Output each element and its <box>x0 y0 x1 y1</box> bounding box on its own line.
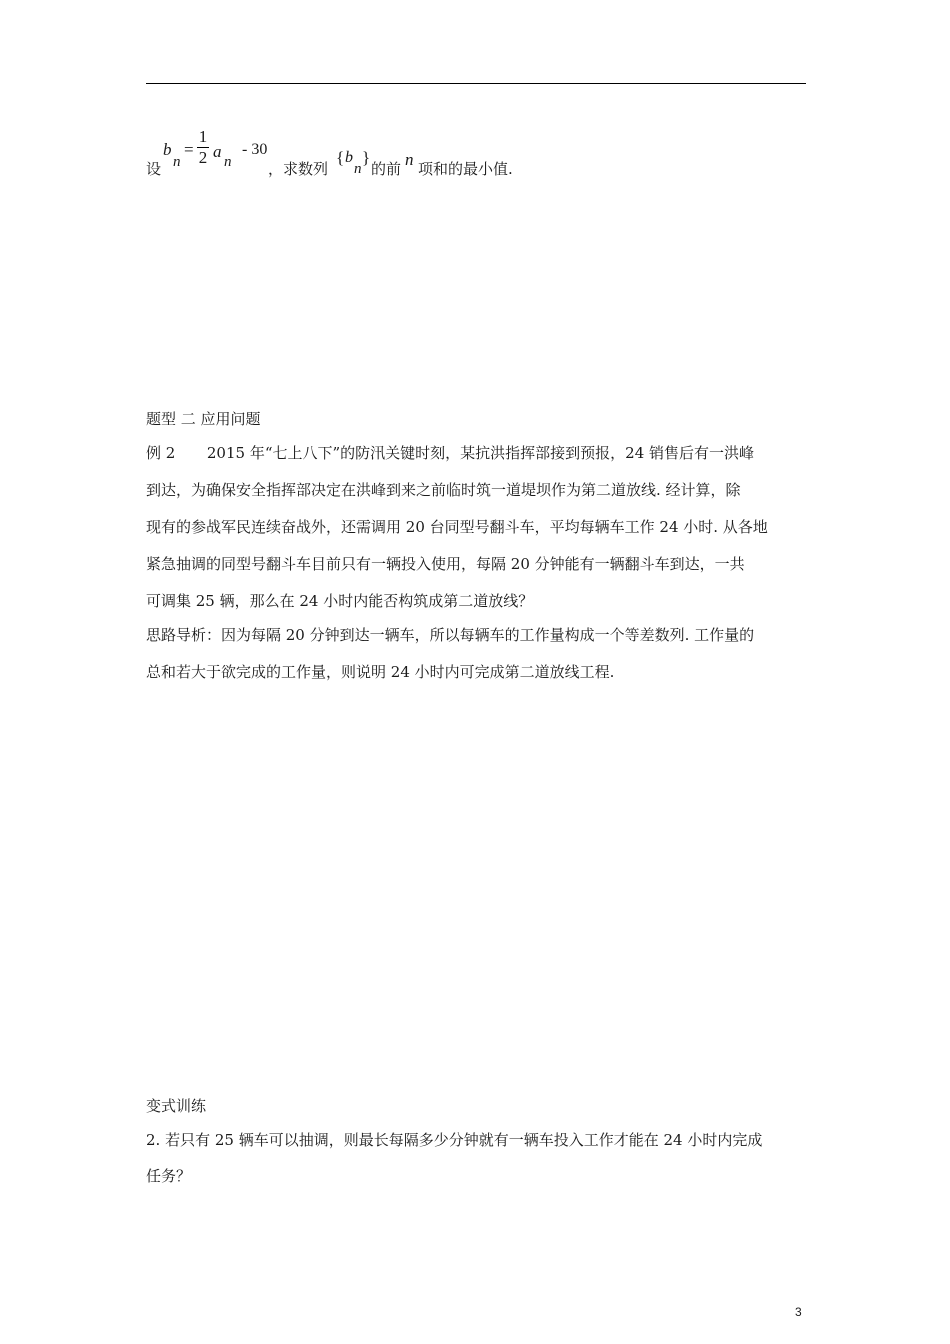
formula-minus-30: - 30 <box>242 141 268 158</box>
set-b-sub: n <box>354 161 362 177</box>
formula-fraction <box>197 128 209 167</box>
formula-equals: = <box>184 140 194 159</box>
formula-n-var: n <box>405 150 414 169</box>
example-line-2: 到达，为确保安全指挥部决定在洪峰到来之前临时筑一道堤坝作为第二道放线. 经计算，除 <box>146 481 741 499</box>
variant-line-2: 任务？ <box>146 1167 192 1185</box>
example-line-1 <box>146 443 816 463</box>
set-b-var: b <box>345 149 353 166</box>
set-close-brace: } <box>362 148 371 167</box>
analysis-line-1: 思路导析：因为每隔 20 分钟到达一辆车，所以每辆车的工作量构成一个等差数列. 工作量的 <box>146 626 755 644</box>
header-rule <box>146 83 806 84</box>
analysis-line-2: 总和若大于欲完成的工作量，则说明 24 小时内可完成第二道放线工程. <box>146 663 615 681</box>
formula-b-sub: n <box>173 154 181 170</box>
section-heading: 题型 二 应用问题 <box>146 410 261 428</box>
example-line-5: 可调集 25 辆，那么在 24 小时内能否构筑成第二道放线？ <box>146 592 534 610</box>
fraction-numerator: 1 <box>198 127 208 146</box>
page-number: 3 <box>795 1305 802 1319</box>
example-label: 例 2 <box>146 444 176 462</box>
formula-a-sub: n <box>224 154 232 170</box>
set-open-brace: { <box>336 148 345 167</box>
variant-heading: 变式训练 <box>146 1097 207 1115</box>
example-line-4: 紧急抽调的同型号翻斗车目前只有一辆投入使用，每隔 20 分钟能有一辆翻斗车到达，一共 <box>146 555 745 573</box>
variant-line-1: 2. 若只有 25 辆车可以抽调，则最长每隔多少分钟就有一辆车投入工作才能在 24 小时内完成 <box>146 1131 763 1149</box>
formula-problem <box>146 127 816 184</box>
example-line-3: 现有的参战军民连续奋战外，还需调用 20 台同型号翻斗车，平均每辆车工作 24 小时. 从各地 <box>146 518 768 536</box>
formula-front-text: 的前 <box>371 160 402 178</box>
formula-prefix: 设 <box>146 160 162 178</box>
example-text-1: 2015 年“七上八下”的防汛关键时刻，某抗洪指挥部接到预报，24 销售后有一洪峰 <box>206 444 755 462</box>
formula-tail-text: 项和的最小值. <box>418 160 513 178</box>
formula-b-var: b <box>163 140 172 159</box>
formula-comma-text: ，求数列 <box>268 160 329 178</box>
formula-a-var: a <box>213 142 222 161</box>
fraction-denominator: 2 <box>198 148 208 167</box>
